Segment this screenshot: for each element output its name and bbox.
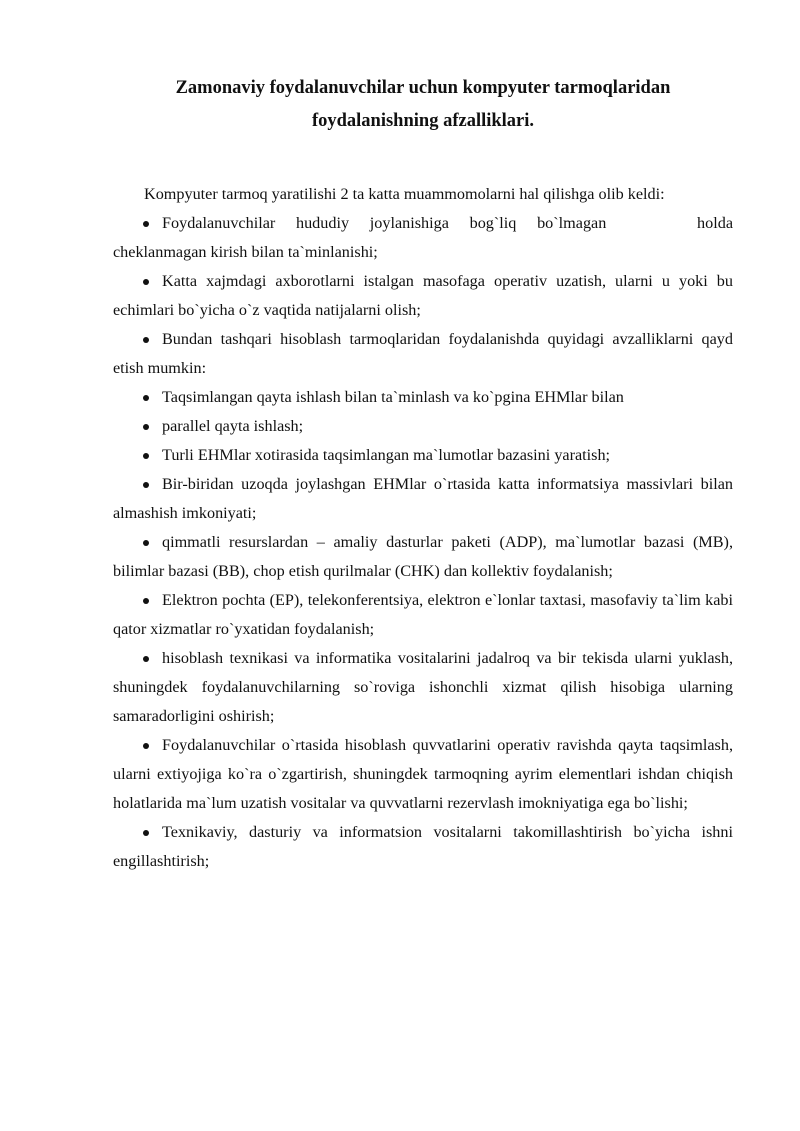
- list-item: [113, 412, 733, 441]
- bullet-icon: [143, 279, 149, 285]
- list-item-text: parallel qayta ishlash;: [162, 417, 304, 435]
- intro-paragraph: Kompyuter tarmoq yaratilishi 2 ta katta muammomolarni hal qilishga olib keldi:: [144, 185, 665, 203]
- bullet-icon: [143, 540, 149, 546]
- list-item-text: holda cheklanmagan kirish bilan ta`minlanishi;: [113, 214, 734, 261]
- list-item-text: Bundan tashqari hisoblash tarmoqlaridan foydalanishda quyidagi avzalliklarni qayd etish mumkin:: [113, 330, 733, 377]
- list-item: [113, 383, 733, 412]
- list-item: [113, 267, 733, 325]
- list-item: [113, 731, 733, 818]
- list-item-text: Turli EHMlar xotirasida taqsimlangan ma`lumotlar bazasini yaratish;: [162, 446, 611, 464]
- title-line-1: Zamonaviy foydalanuvchilar uchun kompyuter tarmoqlaridan: [175, 78, 671, 98]
- list-item: [113, 470, 733, 528]
- bullet-icon: [143, 337, 149, 343]
- list-item-text: Elektron pochta (EP), telekonferentsiya, elektron e`lonlar taxtasi, masofaviy ta`lim kabi qator xizmatlar ro`yxatidan foydalanish;: [113, 591, 733, 638]
- bullet-icon: [143, 830, 149, 836]
- list-item-text: hisoblash texnikasi va informatika vositalarini jadalroq va bir tekisda ularni yuklash, shuningdek foydalanuvchilarning so`roviga ishonchli xizmat qilish hisobiga ularning samaradorligini oshirish;: [113, 649, 733, 725]
- bullet-icon: [143, 453, 149, 459]
- list-item-text: Foydalanuvchilar hududiy joylanishiga bog`liq bo`lmagan: [162, 214, 607, 232]
- list-item: [113, 644, 733, 731]
- list-item-text: Katta xajmdagi axborotlarni istalgan masofaga operativ uzatish, ularni u yoki bu echimlari bo`yicha o`z vaqtida natijalarni olish;: [113, 272, 733, 319]
- list-item: [113, 209, 733, 267]
- list-item: [113, 441, 733, 470]
- list-item-text: Foydalanuvchilar o`rtasida hisoblash quvvatlarini operativ ravishda qayta taqsimlash, ularni extiyojiga ko`ra o`zgartirish, shuningdek tarmoqning ayrim elementlari ishdan chiqish holatlarida ma`lum uzatish vositalar va quvvatlarni rezervlash imokniyatiga ega bo`lishi;: [113, 736, 733, 812]
- bullet-icon: [143, 598, 149, 604]
- bullet-icon: [143, 424, 149, 430]
- list-item: [113, 818, 733, 876]
- title-line-2: foydalanishning afzalliklari.: [311, 111, 535, 131]
- list-item-text: qimmatli resurslardan – amaliy dasturlar paketi (ADP), ma`lumotlar bazasi (MB), bilimlar bazasi (BB), chop etish qurilmalar (CHK) dan kollektiv foydalanish;: [113, 533, 733, 580]
- bullet-icon: [143, 743, 149, 749]
- list-item: [113, 325, 733, 383]
- bullet-icon: [143, 221, 149, 227]
- bullet-icon: [143, 656, 149, 662]
- list-item-text: Texnikaviy, dasturiy va informatsion vositalarni takomillashtirish bo`yicha ishni engillashtirish;: [113, 823, 733, 870]
- bullet-icon: [143, 395, 149, 401]
- document-page: [113, 72, 733, 876]
- document-title: [113, 72, 733, 138]
- list-item: [113, 586, 733, 644]
- bullet-icon: [143, 482, 149, 488]
- list-item: [113, 528, 733, 586]
- list-item-text: Taqsimlangan qayta ishlash bilan ta`minlash va ko`pgina EHMlar bilan: [162, 388, 624, 406]
- list-item-text: Bir-biridan uzoqda joylashgan EHMlar o`rtasida katta informatsiya massivlari bilan almashish imkoniyati;: [113, 475, 733, 522]
